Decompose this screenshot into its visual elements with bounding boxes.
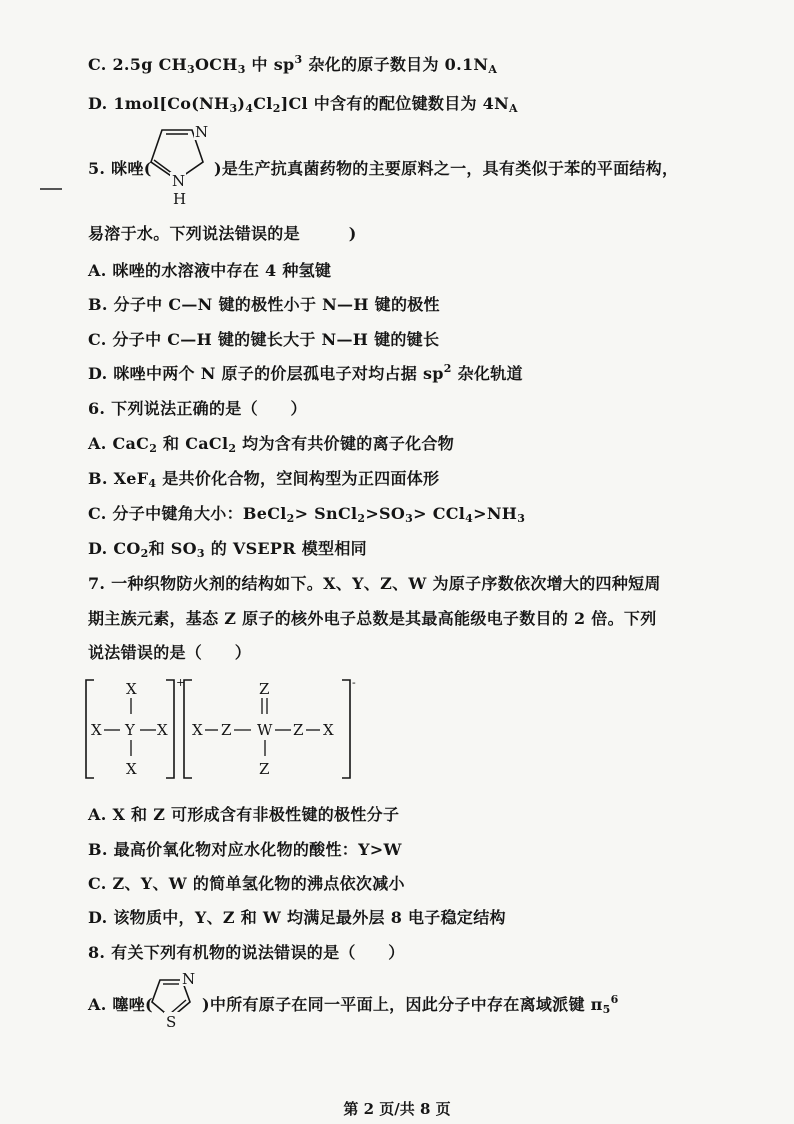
cation-center-y: Y [125,721,135,739]
q7-stem-line2: 期主族元素，基态 Z 原子的核外电子总数是其最高能级电子数目的 2 倍。下列 [88,609,657,628]
q5-option-d: D. 咪唑中两个 N 原子的价层孤电子对均占据 $sp^2$ 杂化轨道 [88,362,523,383]
q5-stem-part2: )是生产抗真菌药物的主要原料之一，具有类似于苯的平面结构， [214,159,679,178]
q5-stem-part3: 易溶于水。下列说法错误的是 ) [88,224,357,243]
q5-option-a: A. 咪唑的水溶液中存在 4 种氢键 [88,261,332,280]
q6-option-a: A. CaC$_2$ 和 CaCl$_2$ 均为含有共价键的离子化合物 [88,434,455,455]
imidazole-structure [140,118,220,206]
q6-stem: 6. 下列说法正确的是（ ） [88,399,307,418]
q6-option-c: C. 分子中键角大小：BeCl$_2$> $SnCl_2>SO_3> CCl_4>NH_3$ [88,504,526,525]
anion-center-w: W [257,721,273,739]
q6-option-d: D. $CO_2$和 $SO_3$ 的 VSEPR 模型相同 [88,539,367,560]
cation-x-right: X [157,721,168,739]
q4-option-c: C. 2.5g $CH_3OCH_3$ 中 $sp^3$ 杂化的原子数目为 $0.1N_A$ [88,53,498,76]
q7-stem-line1: 7. 一种织物防火剂的结构如下。X、Y、Z、W 为原子序数依次增大的四种短周 [88,574,661,593]
q7-option-d: D. 该物质中，Y、Z 和 W 均满足最外层 8 电子稳定结构 [88,908,506,927]
page-footer: 第 2 页/共 8 页 [343,1100,451,1118]
q5-stem-part1: 5. 咪唑( [88,159,152,178]
imidazole-n-bottom: N [172,172,186,190]
q5-option-b: B. 分子中 C—N 键的极性小于 N—H 键的极性 [88,295,440,314]
cation-x-top: X [126,680,137,698]
cation-charge: + [176,676,186,689]
q8-option-a-text: )中所有原子在同一平面上，因此分子中存在离域派键 $\pi_5^6$ [202,993,619,1016]
fire-retardant-structure [80,672,360,788]
anion-x-right: X [323,721,334,739]
q8-option-a-prefix: A. 噻唑( [88,995,153,1014]
imidazole-h: H [173,190,187,206]
q7-stem-line3: 说法错误的是（ ） [88,643,252,662]
q7-option-a: A. X 和 Z 可形成含有非极性键的极性分子 [88,805,400,824]
scan-mark [40,188,62,190]
q5-option-c: C. 分子中 C—H 键的键长大于 N—H 键的键长 [88,330,440,349]
anion-z-bottom: Z [259,760,270,778]
imidazole-n-top: N [195,123,209,141]
q4-option-d: D. $1mol[Co(NH_3)_4Cl_2]Cl$ 中含有的配位键数目为 $4N_A$ [88,94,518,115]
cation-x-bottom: X [126,760,137,778]
q7-option-c: C. Z、Y、W 的简单氢化物的沸点依次减小 [88,874,405,893]
q8-stem: 8. 有关下列有机物的说法错误的是（ ） [88,943,405,962]
anion-charge: - [352,676,356,689]
anion-z-right: Z [293,721,304,739]
cation-x-left: X [91,721,102,739]
thiazole-n: N [182,970,196,988]
anion-z-top: Z [259,680,270,698]
q7-option-b: B. 最高价氧化物对应水化物的酸性：Y>W [88,840,402,859]
anion-x-left: X [192,721,203,739]
thiazole-s: S [166,1013,177,1030]
thiazole-structure [146,966,208,1030]
q6-option-b: B. XeF$_4$ 是共价化合物，空间构型为正四面体形 [88,469,440,490]
anion-z-left: Z [221,721,232,739]
